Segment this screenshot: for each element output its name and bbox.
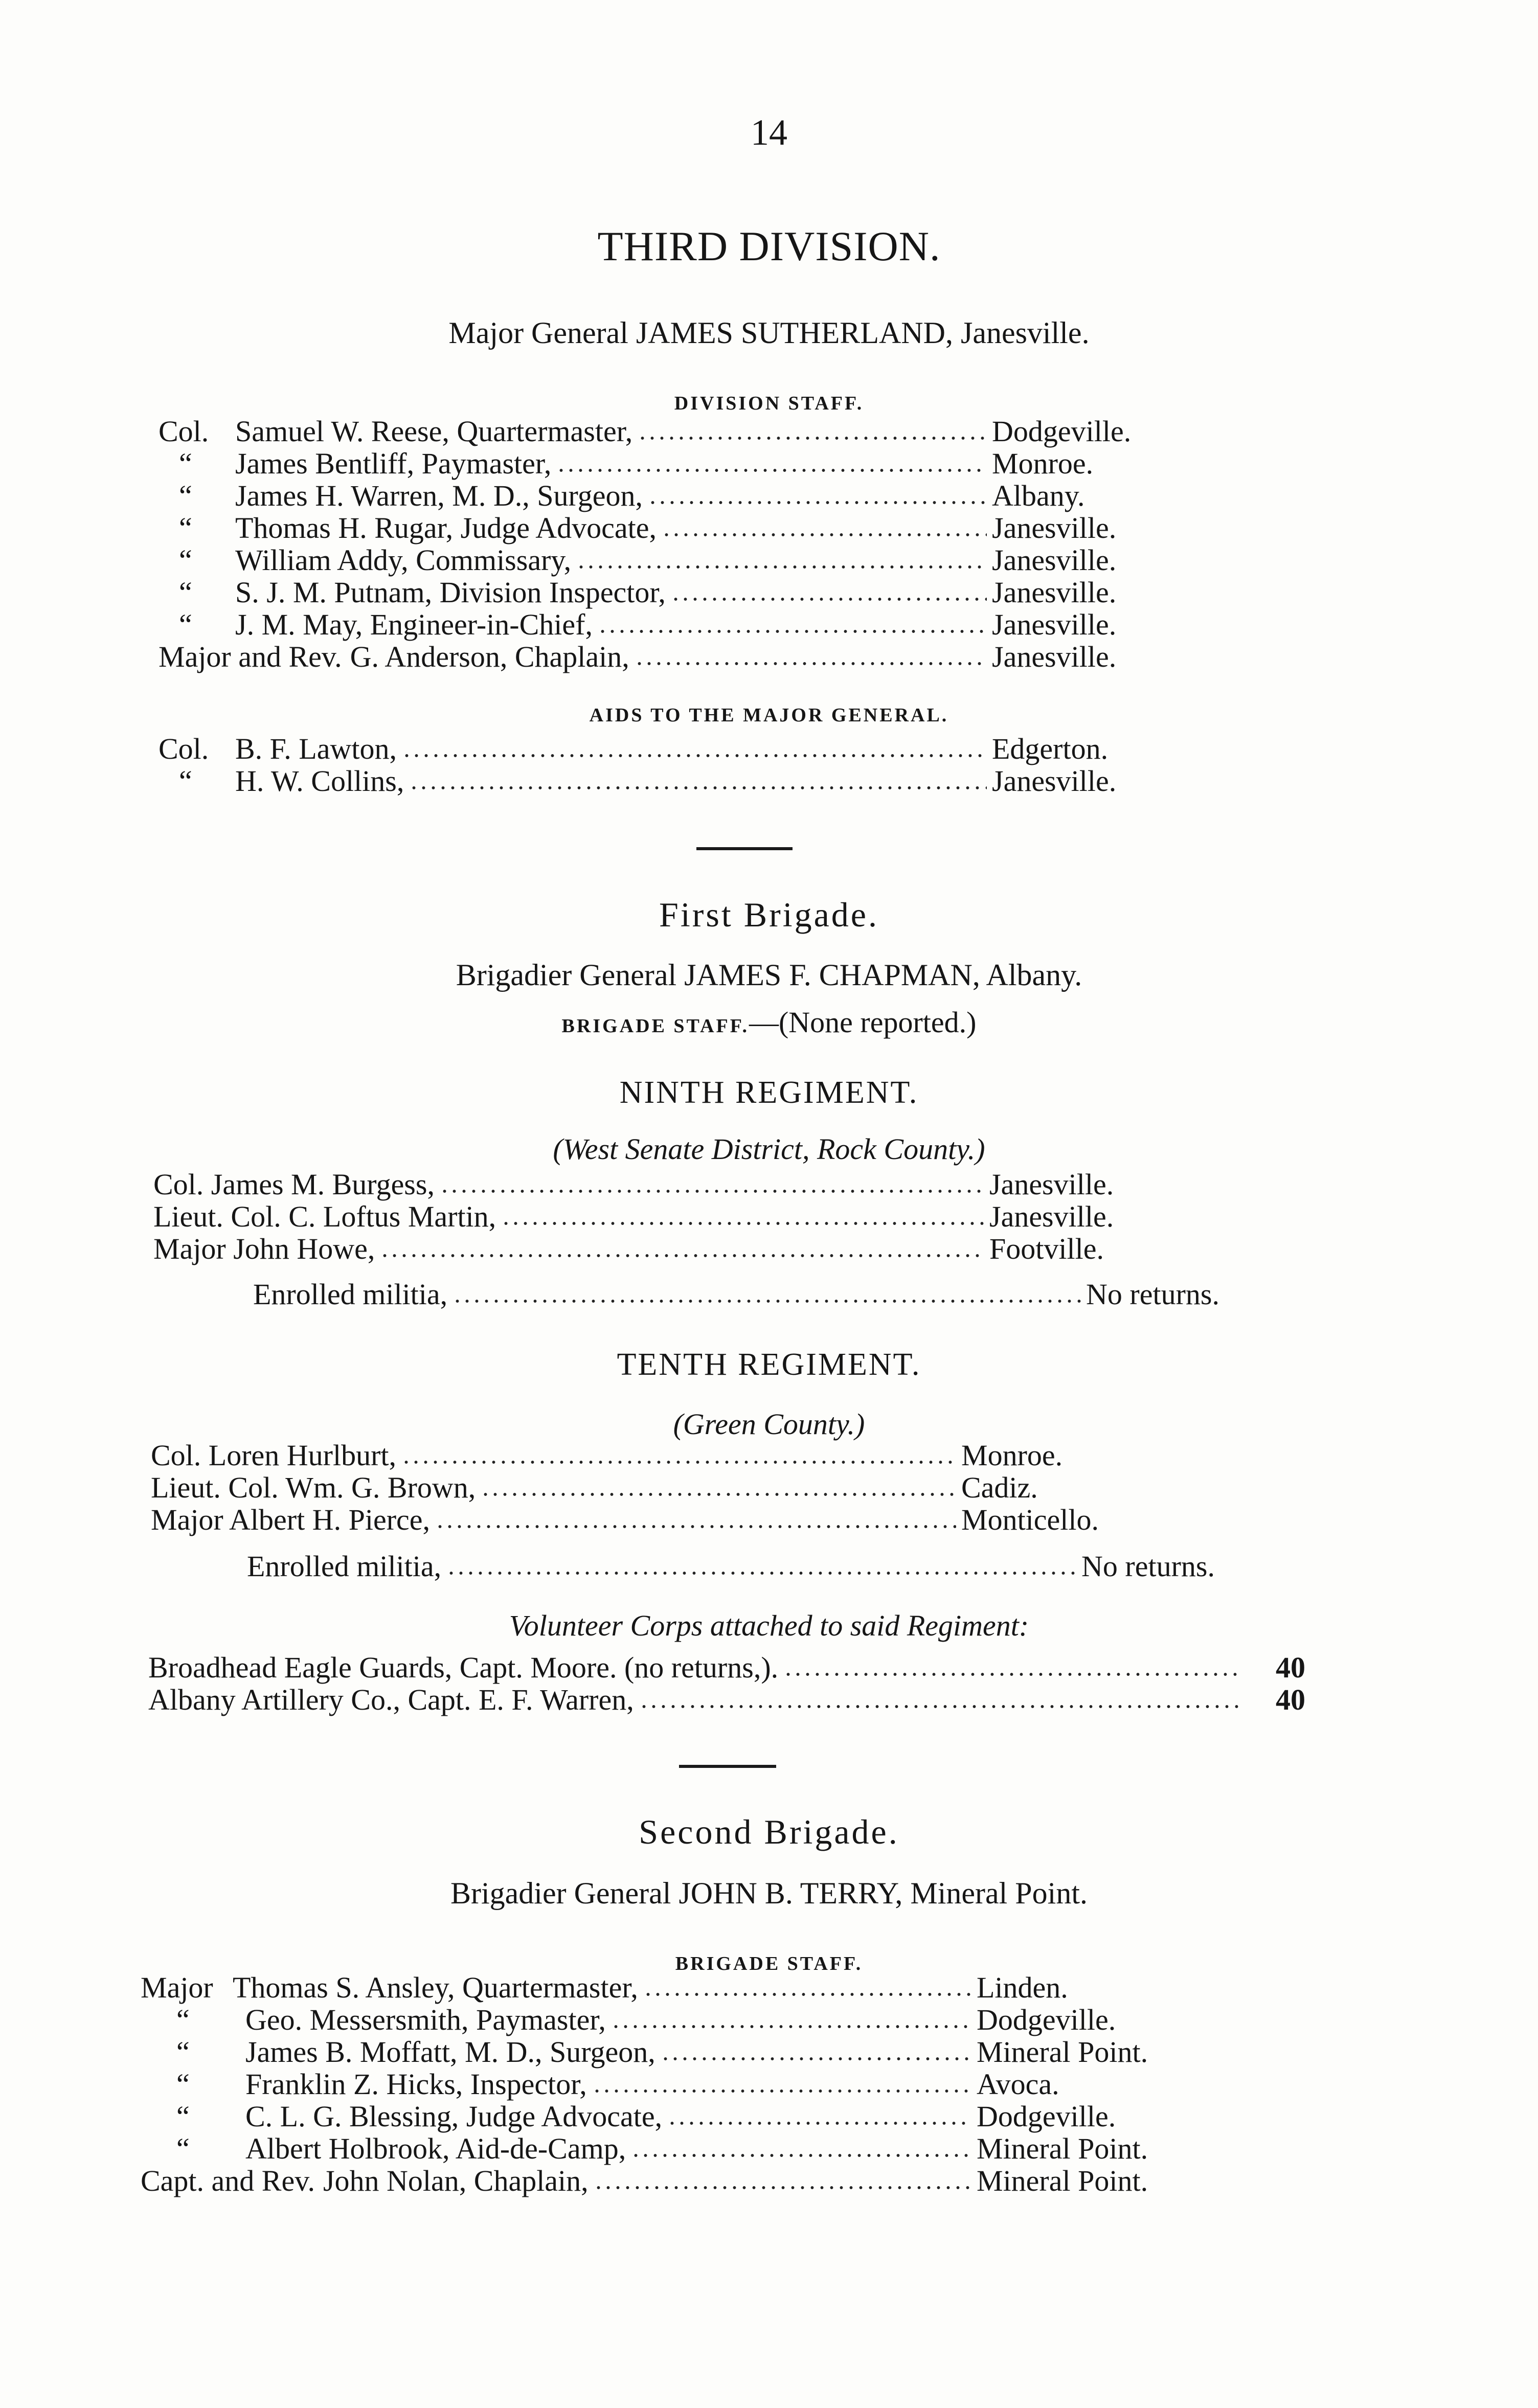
officer-name: Samuel W. Reese, Quartermaster,	[235, 415, 633, 448]
officer-place: Janesville.	[992, 511, 1117, 544]
list-item	[148, 1684, 1245, 1716]
leader-dots	[453, 1295, 1081, 1305]
leader-dots	[409, 782, 987, 792]
officer-place: Footville.	[989, 1232, 1104, 1265]
list-item	[141, 1971, 1191, 2004]
second-brigade-staff-heading: BRIGADE STAFF.	[675, 1953, 863, 1974]
officer-place: Janesville.	[989, 1200, 1114, 1233]
officer-place: Dodgeville.	[977, 2003, 1116, 2036]
list-item	[141, 2100, 1191, 2132]
officer-place: Janesville.	[992, 608, 1117, 641]
officer-name: Col. James M. Burgess,	[153, 1168, 435, 1201]
officer-name: William Addy, Commissary,	[235, 543, 572, 577]
leader-dots	[638, 432, 987, 442]
ditto-mark: “	[176, 2068, 190, 2101]
list-item	[159, 447, 1161, 480]
leader-dots	[501, 1217, 984, 1228]
militia-label: Enrolled militia,	[253, 1278, 448, 1311]
ditto-mark: “	[179, 576, 192, 609]
officer-name: Col. Loren Hurlburt,	[151, 1439, 397, 1472]
leader-dots	[440, 1185, 984, 1195]
officer-name: James Bentliff, Paymaster,	[235, 447, 552, 480]
officer-name: Lieut. Col. C. Loftus Martin,	[153, 1200, 496, 1233]
officer-place: Mineral Point.	[977, 2035, 1148, 2069]
ditto-mark: “	[179, 511, 192, 544]
section-divider	[696, 847, 793, 850]
list-item	[151, 1504, 1140, 1536]
list-item	[141, 2068, 1191, 2100]
list-item	[159, 576, 1161, 608]
officer-name: S. J. M. Putnam, Division Inspector,	[235, 576, 666, 609]
officer-place: Albany.	[992, 479, 1085, 512]
officer-name: Geo. Messersmith, Paymaster,	[245, 2003, 606, 2036]
officer-place: Monroe.	[961, 1439, 1063, 1472]
volunteer-corps-name: Broadhead Eagle Guards, Capt. Moore. (no returns,).	[148, 1651, 779, 1684]
second-brigade-commander: Brigadier General JOHN B. TERRY, Mineral Point.	[450, 1876, 1088, 1910]
ditto-mark: “	[176, 2100, 190, 2133]
list-item	[151, 1471, 1140, 1504]
list-item	[159, 512, 1161, 544]
ditto-mark: “	[179, 479, 192, 512]
rank-prefix: Major	[141, 1971, 213, 2004]
leader-dots	[592, 2085, 971, 2095]
officer-name: B. F. Lawton,	[235, 732, 397, 765]
division-staff-heading: DIVISION STAFF.	[674, 393, 864, 414]
list-item	[148, 1651, 1245, 1684]
list-item	[253, 1278, 1219, 1310]
leader-dots	[662, 529, 987, 539]
rank-prefix: Col.	[159, 415, 209, 448]
leader-dots	[671, 593, 987, 603]
leader-dots	[667, 2117, 971, 2127]
volunteer-corps-name: Albany Artillery Co., Capt. E. F. Warren,	[148, 1683, 634, 1716]
list-item	[151, 1439, 1140, 1471]
leader-dots	[435, 1520, 956, 1531]
brigade-staff-heading: BRIGADE STAFF.	[561, 1015, 749, 1037]
ditto-mark: “	[179, 608, 192, 641]
militia-label: Enrolled militia,	[247, 1550, 442, 1583]
militia-value: No returns.	[1086, 1278, 1219, 1311]
officer-place: Cadiz.	[961, 1471, 1038, 1504]
volunteer-count: 40	[1276, 1683, 1305, 1716]
first-brigade-commander: Brigadier General JAMES F. CHAPMAN, Albany.	[456, 958, 1082, 992]
list-item	[159, 641, 1161, 673]
officer-name: Albert Holbrook, Aid-de-Camp,	[245, 2132, 626, 2165]
officer-name: James H. Warren, M. D., Surgeon,	[235, 479, 643, 512]
officer-name: James B. Moffatt, M. D., Surgeon,	[245, 2035, 655, 2069]
rank-prefix: Capt. and Rev.	[141, 2164, 315, 2197]
officer-place: Janesville.	[992, 576, 1117, 609]
officer-place: Monticello.	[961, 1503, 1099, 1536]
volunteer-count: 40	[1276, 1651, 1305, 1684]
officer-name: J. M. May, Engineer-in-Chief,	[235, 608, 593, 641]
list-item	[153, 1168, 1153, 1200]
tenth-regiment-title: TENTH REGIMENT.	[617, 1347, 921, 1382]
list-item	[159, 733, 1161, 765]
list-item	[159, 544, 1161, 576]
leader-dots	[481, 1488, 956, 1498]
leader-dots	[594, 2182, 971, 2192]
officer-name: Major Albert H. Pierce,	[151, 1503, 431, 1536]
list-item	[141, 2004, 1191, 2036]
leader-dots	[446, 1567, 1076, 1577]
officer-place: Monroe.	[992, 447, 1094, 480]
officer-name: G. Anderson, Chaplain,	[350, 640, 629, 673]
leader-dots	[402, 749, 987, 760]
list-item	[141, 2165, 1191, 2197]
list-item	[159, 415, 1161, 447]
militia-value: No returns.	[1081, 1550, 1215, 1583]
leader-dots	[635, 657, 987, 668]
ditto-mark: “	[179, 764, 192, 798]
leader-dots	[631, 2149, 971, 2160]
division-title: THIRD DIVISION.	[597, 223, 941, 269]
volunteer-heading: Volunteer Corps attached to said Regiment:	[509, 1609, 1029, 1642]
officer-place: Avoca.	[977, 2068, 1059, 2101]
list-item	[159, 608, 1161, 641]
division-commander: Major General JAMES SUTHERLAND, Janesville.	[448, 316, 1090, 350]
officer-name: Thomas S. Ansley, Quartermaster,	[233, 1971, 638, 2004]
leader-dots	[556, 464, 987, 474]
officer-place: Edgerton.	[992, 732, 1109, 765]
list-item	[141, 2036, 1191, 2068]
leader-dots	[648, 496, 987, 507]
officer-name: C. L. G. Blessing, Judge Advocate,	[245, 2100, 663, 2133]
page-number: 14	[751, 112, 787, 153]
officer-place: Mineral Point.	[977, 2132, 1148, 2165]
leader-dots	[401, 1456, 956, 1466]
ninth-regiment-title: NINTH REGIMENT.	[619, 1075, 919, 1110]
section-divider	[679, 1765, 776, 1768]
officer-place: Mineral Point.	[977, 2164, 1148, 2197]
list-item	[153, 1233, 1153, 1265]
officer-name: Major John Howe,	[153, 1232, 375, 1265]
ditto-mark: “	[179, 447, 192, 480]
officer-place: Dodgeville.	[977, 2100, 1116, 2133]
officer-name: John Nolan, Chaplain,	[323, 2164, 589, 2197]
ditto-mark: “	[176, 2035, 190, 2069]
officer-place: Janesville.	[992, 543, 1117, 577]
ditto-mark: “	[179, 543, 192, 577]
list-item	[141, 2132, 1191, 2165]
officer-place: Janesville.	[992, 640, 1117, 673]
leader-dots	[611, 2020, 971, 2031]
officer-name: Lieut. Col. Wm. G. Brown,	[151, 1471, 476, 1504]
leader-dots	[639, 1700, 1240, 1711]
list-item	[159, 480, 1161, 512]
first-brigade-staff-line	[0, 1006, 1538, 1042]
list-item	[247, 1550, 1215, 1582]
staff-note: —(None reported.)	[749, 1006, 977, 1039]
officer-name: Thomas H. Rugar, Judge Advocate,	[235, 511, 657, 544]
leader-dots	[380, 1250, 984, 1260]
ditto-mark: “	[176, 2003, 190, 2036]
leader-dots	[643, 1988, 971, 1998]
officer-name: Franklin Z. Hicks, Inspector,	[245, 2068, 587, 2101]
second-brigade-title: Second Brigade.	[639, 1812, 899, 1851]
ditto-mark: “	[176, 2132, 190, 2165]
first-brigade-title: First Brigade.	[659, 895, 879, 934]
list-item	[159, 765, 1161, 797]
list-item	[153, 1200, 1153, 1233]
leader-dots	[598, 625, 987, 635]
ninth-regiment-district: (West Senate District, Rock County.)	[553, 1132, 985, 1166]
tenth-regiment-district: (Green County.)	[673, 1407, 865, 1441]
rank-prefix: Major and Rev.	[159, 640, 342, 673]
officer-place: Dodgeville.	[992, 415, 1132, 448]
officer-place: Janesville.	[992, 764, 1117, 798]
leader-dots	[783, 1668, 1240, 1678]
officer-name: H. W. Collins,	[235, 764, 404, 798]
officer-place: Janesville.	[989, 1168, 1114, 1201]
aids-heading: AIDS TO THE MAJOR GENERAL.	[589, 705, 949, 726]
rank-prefix: Col.	[159, 732, 209, 765]
officer-place: Linden.	[977, 1971, 1068, 2004]
leader-dots	[661, 2053, 971, 2063]
leader-dots	[576, 561, 987, 571]
